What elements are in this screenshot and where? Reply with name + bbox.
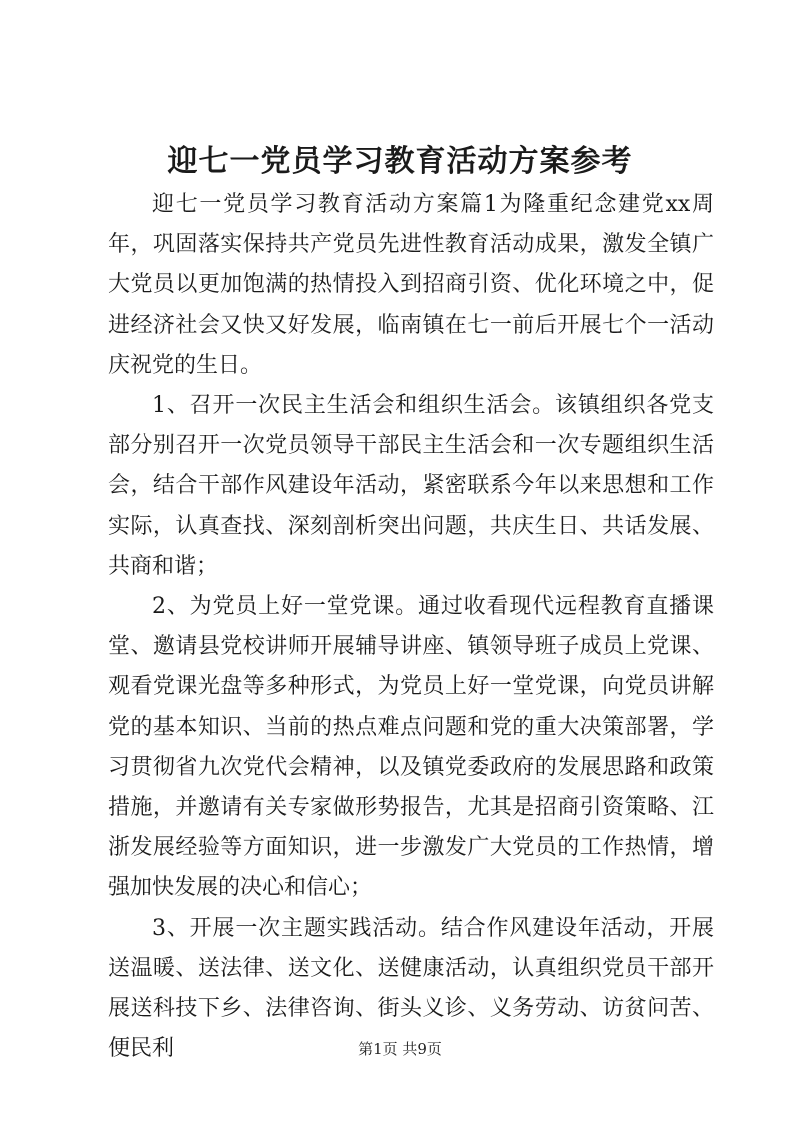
paragraph-item-3: 3、开展一次主题实践活动。结合作风建设年活动，开展送温暖、送法律、送文化、送健康活动，认真组织党员干部开展送科技下乡、法律咨询、街头义诊、义务劳动、访贫问苦、便民利 xyxy=(108,915,714,1062)
paragraph-item-1: 1、召开一次民主生活会和组织生活会。该镇组织各党支部分别召开一次党员领导干部民主生活会和一次专题组织生活会，结合干部作风建设年活动，紧密联系今年以来思想和工作实际，认真查找、深刻剖析突出问题，共庆生日、共话发展、共商和谐； xyxy=(108,393,714,579)
document-body xyxy=(108,185,714,1069)
document-title: 迎七一党员学习教育活动方案参考 xyxy=(167,144,633,179)
page-number-footer: 第1页 共9页 xyxy=(358,1040,442,1058)
paragraph-intro: 迎七一党员学习教育活动方案篇1为隆重纪念建党xx周年，巩固落实保持共产党员先进性教育活动成果，激发全镇广大党员以更加饱满的热情投入到招商引资、优化环境之中，促进经济社会又快又好发展，临南镇在七一前后开展七个一活动庆祝党的生日。 xyxy=(108,192,714,378)
paragraph-item-2: 2、为党员上好一堂党课。通过收看现代远程教育直播课堂、邀请县党校讲师开展辅导讲座、镇领导班子成员上党课、观看党课光盘等多种形式，为党员上好一堂党课，向党员讲解党的基本知识、当前的热点难点问题和党的重大决策部署，学习贯彻省九次党代会精神，以及镇党委政府的发展思路和政策措施，并邀请有关专家做形势报告，尤其是招商引资策略、江浙发展经验等方面知识，进一步激发广大党员的工作热情，增强加快发展的决心和信心； xyxy=(108,594,714,901)
